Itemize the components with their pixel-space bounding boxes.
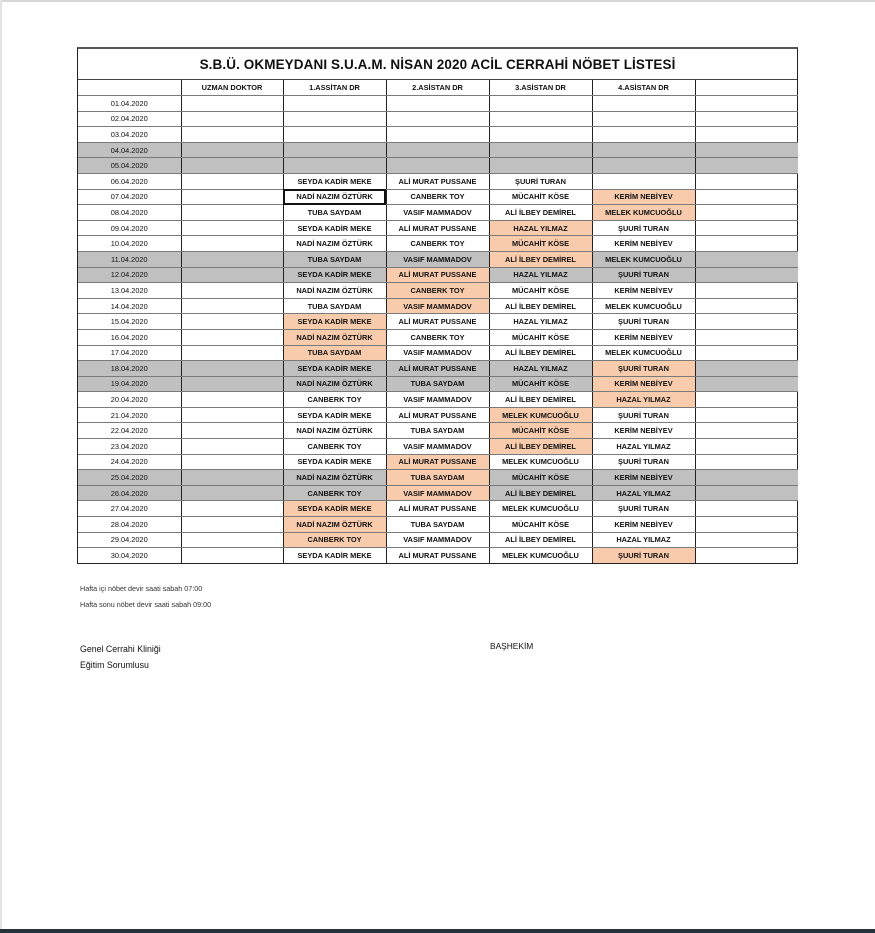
date-cell: 25.04.2020 [78, 470, 181, 486]
asistan-3-cell: MELEK KUMCUOĞLU [489, 454, 592, 470]
asistan-1-cell: SEYDA KADİR MEKE [283, 314, 386, 330]
extra-cell [695, 298, 798, 314]
asistan-1-cell: CANBERK TOY [283, 532, 386, 548]
asistan-2-cell: ALİ MURAT PUSSANE [386, 220, 489, 236]
signature-clinic-line2: Eğitim Sorumlusu [80, 660, 149, 670]
asistan-2-cell: TUBA SAYDAM [386, 470, 489, 486]
extra-cell [695, 548, 798, 563]
page-left-border [0, 0, 2, 933]
asistan-4-cell: ŞUURİ TURAN [592, 361, 695, 377]
asistan-2-cell: CANBERK TOY [386, 283, 489, 299]
uzman-doktor-cell [181, 267, 283, 283]
date-cell: 28.04.2020 [78, 517, 181, 533]
date-cell: 01.04.2020 [78, 96, 181, 112]
page-top-border [0, 0, 875, 2]
extra-cell [695, 111, 798, 127]
asistan-4-cell: MELEK KUMCUOĞLU [592, 251, 695, 267]
uzman-doktor-cell [181, 423, 283, 439]
asistan-3-cell [489, 142, 592, 158]
roster-row [78, 376, 798, 392]
date-cell: 15.04.2020 [78, 314, 181, 330]
signature-clinic-line1: Genel Cerrahi Kliniği [80, 644, 161, 654]
date-cell: 10.04.2020 [78, 236, 181, 252]
asistan-1-cell: SEYDA KADİR MEKE [283, 361, 386, 377]
date-cell: 04.04.2020 [78, 142, 181, 158]
asistan-4-cell: KERİM NEBİYEV [592, 470, 695, 486]
asistan-4-cell: KERİM NEBİYEV [592, 236, 695, 252]
asistan-4-cell: KERİM NEBİYEV [592, 283, 695, 299]
roster-row [78, 220, 798, 236]
asistan-1-cell [283, 111, 386, 127]
asistan-4-cell [592, 127, 695, 143]
asistan-4-cell: HAZAL YILMAZ [592, 392, 695, 408]
asistan-2-cell [386, 96, 489, 112]
uzman-doktor-cell [181, 189, 283, 205]
extra-cell [695, 423, 798, 439]
asistan-3-cell: HAZAL YILMAZ [489, 220, 592, 236]
extra-cell [695, 158, 798, 174]
uzman-doktor-cell [181, 111, 283, 127]
asistan-2-cell: ALİ MURAT PUSSANE [386, 454, 489, 470]
asistan-1-cell: NADİ NAZIM ÖZTÜRK [283, 283, 386, 299]
extra-cell [695, 127, 798, 143]
asistan-4-cell: ŞUURİ TURAN [592, 501, 695, 517]
asistan-2-cell: TUBA SAYDAM [386, 376, 489, 392]
asistan-3-cell: MÜCAHİT KÖSE [489, 423, 592, 439]
uzman-doktor-cell [181, 173, 283, 189]
header-asistan-3: 3.ASİSTAN DR [489, 80, 592, 96]
roster-row [78, 267, 798, 283]
date-cell: 09.04.2020 [78, 220, 181, 236]
extra-cell [695, 392, 798, 408]
roster-row [78, 111, 798, 127]
asistan-4-cell: KERİM NEBİYEV [592, 517, 695, 533]
date-cell: 12.04.2020 [78, 267, 181, 283]
roster-row [78, 392, 798, 408]
extra-cell [695, 485, 798, 501]
uzman-doktor-cell [181, 314, 283, 330]
roster-row [78, 329, 798, 345]
extra-cell [695, 314, 798, 330]
roster-row [78, 142, 798, 158]
asistan-3-cell: ŞUURİ TURAN [489, 173, 592, 189]
date-cell: 08.04.2020 [78, 205, 181, 221]
asistan-1-cell [283, 142, 386, 158]
asistan-2-cell: CANBERK TOY [386, 189, 489, 205]
asistan-3-cell: HAZAL YILMAZ [489, 361, 592, 377]
asistan-1-cell: TUBA SAYDAM [283, 251, 386, 267]
asistan-3-cell: ALİ İLBEY DEMİREL [489, 251, 592, 267]
uzman-doktor-cell [181, 454, 283, 470]
asistan-2-cell: ALİ MURAT PUSSANE [386, 361, 489, 377]
extra-cell [695, 205, 798, 221]
date-cell: 05.04.2020 [78, 158, 181, 174]
roster-row [78, 439, 798, 455]
asistan-3-cell: ALİ İLBEY DEMİREL [489, 392, 592, 408]
asistan-2-cell: CANBERK TOY [386, 236, 489, 252]
roster-row [78, 236, 798, 252]
roster-title: S.B.Ü. OKMEYDANI S.U.A.M. NİSAN 2020 ACİL CERRAHİ NÖBET LİSTESİ [78, 49, 797, 80]
asistan-4-cell: HAZAL YILMAZ [592, 485, 695, 501]
asistan-2-cell [386, 142, 489, 158]
extra-cell [695, 189, 798, 205]
date-cell: 07.04.2020 [78, 189, 181, 205]
asistan-2-cell: VASIF MAMMADOV [386, 345, 489, 361]
header-row [78, 80, 798, 96]
header-asistan-2: 2.ASİSTAN DR [386, 80, 489, 96]
date-cell: 13.04.2020 [78, 283, 181, 299]
weekday-handover-note: Hafta içi nöbet devir saati sabah 07:00 [80, 584, 203, 593]
extra-cell [695, 236, 798, 252]
asistan-3-cell: ALİ İLBEY DEMİREL [489, 439, 592, 455]
asistan-4-cell: MELEK KUMCUOĞLU [592, 345, 695, 361]
date-cell: 27.04.2020 [78, 501, 181, 517]
asistan-1-cell [283, 158, 386, 174]
date-cell: 14.04.2020 [78, 298, 181, 314]
roster-table [78, 80, 798, 563]
uzman-doktor-cell [181, 298, 283, 314]
asistan-2-cell: VASIF MAMMADOV [386, 439, 489, 455]
date-cell: 18.04.2020 [78, 361, 181, 377]
asistan-1-cell: SEYDA KADİR MEKE [283, 407, 386, 423]
extra-cell [695, 267, 798, 283]
asistan-1-cell: NADİ NAZIM ÖZTÜRK [283, 423, 386, 439]
extra-cell [695, 439, 798, 455]
uzman-doktor-cell [181, 439, 283, 455]
asistan-1-cell: TUBA SAYDAM [283, 345, 386, 361]
roster-row [78, 205, 798, 221]
asistan-4-cell: HAZAL YILMAZ [592, 439, 695, 455]
roster-row [78, 548, 798, 563]
uzman-doktor-cell [181, 532, 283, 548]
asistan-1-cell: TUBA SAYDAM [283, 298, 386, 314]
asistan-3-cell [489, 111, 592, 127]
asistan-2-cell [386, 127, 489, 143]
asistan-1-cell: CANBERK TOY [283, 439, 386, 455]
asistan-4-cell: KERİM NEBİYEV [592, 329, 695, 345]
asistan-4-cell: MELEK KUMCUOĞLU [592, 298, 695, 314]
roster-row [78, 189, 798, 205]
asistan-4-cell: KERİM NEBİYEV [592, 423, 695, 439]
uzman-doktor-cell [181, 501, 283, 517]
roster-body [78, 96, 798, 563]
date-cell: 21.04.2020 [78, 407, 181, 423]
asistan-1-cell: NADİ NAZIM ÖZTÜRK [283, 376, 386, 392]
asistan-2-cell: ALİ MURAT PUSSANE [386, 314, 489, 330]
date-cell: 23.04.2020 [78, 439, 181, 455]
uzman-doktor-cell [181, 142, 283, 158]
date-cell: 02.04.2020 [78, 111, 181, 127]
asistan-2-cell [386, 111, 489, 127]
asistan-2-cell: ALİ MURAT PUSSANE [386, 267, 489, 283]
signature-chief-physician: BAŞHEKİM [490, 641, 534, 651]
asistan-3-cell: MELEK KUMCUOĞLU [489, 548, 592, 563]
asistan-3-cell: MÜCAHİT KÖSE [489, 329, 592, 345]
date-cell: 03.04.2020 [78, 127, 181, 143]
roster-row [78, 158, 798, 174]
asistan-3-cell: ALİ İLBEY DEMİREL [489, 532, 592, 548]
asistan-3-cell [489, 127, 592, 143]
extra-cell [695, 173, 798, 189]
roster-row [78, 407, 798, 423]
asistan-4-cell: HAZAL YILMAZ [592, 532, 695, 548]
asistan-1-cell: CANBERK TOY [283, 485, 386, 501]
uzman-doktor-cell [181, 485, 283, 501]
uzman-doktor-cell [181, 517, 283, 533]
asistan-1-cell: NADİ NAZIM ÖZTÜRK [283, 189, 386, 205]
extra-cell [695, 142, 798, 158]
uzman-doktor-cell [181, 548, 283, 563]
uzman-doktor-cell [181, 283, 283, 299]
header-extra [695, 80, 798, 96]
asistan-2-cell: VASIF MAMMADOV [386, 251, 489, 267]
date-cell: 29.04.2020 [78, 532, 181, 548]
roster-row [78, 314, 798, 330]
asistan-3-cell: MÜCAHİT KÖSE [489, 517, 592, 533]
roster-row [78, 298, 798, 314]
asistan-2-cell: CANBERK TOY [386, 329, 489, 345]
header-date [78, 80, 181, 96]
asistan-1-cell [283, 96, 386, 112]
uzman-doktor-cell [181, 220, 283, 236]
extra-cell [695, 251, 798, 267]
asistan-4-cell: KERİM NEBİYEV [592, 376, 695, 392]
date-cell: 17.04.2020 [78, 345, 181, 361]
extra-cell [695, 220, 798, 236]
asistan-4-cell: ŞUURİ TURAN [592, 220, 695, 236]
asistan-3-cell: MELEK KUMCUOĞLU [489, 501, 592, 517]
asistan-3-cell: MELEK KUMCUOĞLU [489, 407, 592, 423]
asistan-3-cell: MÜCAHİT KÖSE [489, 283, 592, 299]
extra-cell [695, 517, 798, 533]
asistan-4-cell: ŞUURİ TURAN [592, 407, 695, 423]
extra-cell [695, 96, 798, 112]
uzman-doktor-cell [181, 158, 283, 174]
asistan-1-cell: SEYDA KADİR MEKE [283, 267, 386, 283]
asistan-3-cell: ALİ İLBEY DEMİREL [489, 298, 592, 314]
roster-row [78, 361, 798, 377]
asistan-2-cell: VASIF MAMMADOV [386, 485, 489, 501]
header-uzman-doktor: UZMAN DOKTOR [181, 80, 283, 96]
asistan-3-cell: MÜCAHİT KÖSE [489, 189, 592, 205]
asistan-1-cell: SEYDA KADİR MEKE [283, 173, 386, 189]
roster-row [78, 96, 798, 112]
roster-row [78, 345, 798, 361]
extra-cell [695, 454, 798, 470]
uzman-doktor-cell [181, 205, 283, 221]
taskbar-strip [0, 929, 875, 933]
asistan-1-cell: NADİ NAZIM ÖZTÜRK [283, 517, 386, 533]
asistan-2-cell: TUBA SAYDAM [386, 517, 489, 533]
extra-cell [695, 532, 798, 548]
asistan-4-cell [592, 96, 695, 112]
asistan-1-cell: TUBA SAYDAM [283, 205, 386, 221]
uzman-doktor-cell [181, 376, 283, 392]
uzman-doktor-cell [181, 470, 283, 486]
duty-roster-sheet [77, 47, 798, 564]
asistan-1-cell: NADİ NAZIM ÖZTÜRK [283, 236, 386, 252]
asistan-3-cell [489, 158, 592, 174]
asistan-4-cell: KERİM NEBİYEV [592, 189, 695, 205]
asistan-4-cell [592, 158, 695, 174]
asistan-2-cell: TUBA SAYDAM [386, 423, 489, 439]
asistan-3-cell: ALİ İLBEY DEMİREL [489, 485, 592, 501]
asistan-3-cell: MÜCAHİT KÖSE [489, 376, 592, 392]
roster-row [78, 127, 798, 143]
extra-cell [695, 376, 798, 392]
asistan-2-cell: VASIF MAMMADOV [386, 298, 489, 314]
asistan-2-cell: ALİ MURAT PUSSANE [386, 173, 489, 189]
asistan-1-cell: SEYDA KADİR MEKE [283, 501, 386, 517]
roster-row [78, 283, 798, 299]
asistan-1-cell: CANBERK TOY [283, 392, 386, 408]
uzman-doktor-cell [181, 236, 283, 252]
date-cell: 30.04.2020 [110, 551, 148, 561]
asistan-3-cell: ALİ İLBEY DEMİREL [489, 205, 592, 221]
asistan-3-cell: HAZAL YILMAZ [489, 267, 592, 283]
uzman-doktor-cell [181, 251, 283, 267]
asistan-3-cell [489, 96, 592, 112]
date-cell: 26.04.2020 [78, 485, 181, 501]
extra-cell [695, 361, 798, 377]
asistan-1-cell: SEYDA KADİR MEKE [283, 548, 386, 563]
asistan-2-cell [386, 158, 489, 174]
asistan-4-cell: MELEK KUMCUOĞLU [592, 205, 695, 221]
asistan-4-cell [592, 173, 695, 189]
asistan-1-cell: SEYDA KADİR MEKE [283, 454, 386, 470]
roster-row [78, 517, 798, 533]
extra-cell [695, 283, 798, 299]
date-cell: 24.04.2020 [78, 454, 181, 470]
asistan-1-cell: NADİ NAZIM ÖZTÜRK [283, 470, 386, 486]
handover-notes [80, 581, 211, 613]
asistan-2-cell: VASIF MAMMADOV [386, 392, 489, 408]
roster-row [78, 423, 798, 439]
weekend-handover-note: Hafta sonu nöbet devir saati sabah 09:00 [80, 600, 212, 609]
asistan-1-cell: SEYDA KADİR MEKE [283, 220, 386, 236]
asistan-3-cell: MÜCAHİT KÖSE [489, 470, 592, 486]
signature-clinic [80, 641, 161, 673]
roster-row [78, 501, 798, 517]
header-asistan-1: 1.ASSİTAN DR [283, 80, 386, 96]
asistan-1-cell: NADİ NAZIM ÖZTÜRK [283, 329, 386, 345]
uzman-doktor-cell [181, 96, 283, 112]
date-cell: 16.04.2020 [78, 329, 181, 345]
uzman-doktor-cell [181, 329, 283, 345]
uzman-doktor-cell [181, 392, 283, 408]
roster-row [78, 532, 798, 548]
header-asistan-4: 4.ASİSTAN DR [592, 80, 695, 96]
asistan-2-cell: ALİ MURAT PUSSANE [386, 501, 489, 517]
asistan-2-cell: VASIF MAMMADOV [386, 532, 489, 548]
asistan-2-cell: ALİ MURAT PUSSANE [386, 548, 489, 563]
asistan-2-cell: ALİ MURAT PUSSANE [386, 407, 489, 423]
uzman-doktor-cell [181, 345, 283, 361]
roster-row [78, 470, 798, 486]
asistan-3-cell: ALİ İLBEY DEMİREL [489, 345, 592, 361]
date-cell: 19.04.2020 [78, 376, 181, 392]
uzman-doktor-cell [181, 361, 283, 377]
uzman-doktor-cell [181, 407, 283, 423]
extra-cell [695, 345, 798, 361]
roster-row [78, 173, 798, 189]
roster-row [78, 251, 798, 267]
extra-cell [695, 501, 798, 517]
extra-cell [695, 407, 798, 423]
asistan-4-cell: ŞUURİ TURAN [592, 314, 695, 330]
asistan-2-cell: VASIF MAMMADOV [386, 205, 489, 221]
asistan-4-cell: ŞUURİ TURAN [592, 548, 695, 563]
extra-cell [695, 470, 798, 486]
date-cell: 22.04.2020 [78, 423, 181, 439]
roster-row [78, 454, 798, 470]
extra-cell [695, 329, 798, 345]
uzman-doktor-cell [181, 127, 283, 143]
asistan-3-cell: MÜCAHİT KÖSE [489, 236, 592, 252]
asistan-3-cell: HAZAL YILMAZ [489, 314, 592, 330]
date-cell: 20.04.2020 [78, 392, 181, 408]
asistan-1-cell [283, 127, 386, 143]
asistan-4-cell [592, 142, 695, 158]
asistan-4-cell: ŞUURİ TURAN [592, 454, 695, 470]
asistan-4-cell [592, 111, 695, 127]
asistan-4-cell: ŞUURİ TURAN [592, 267, 695, 283]
date-cell: 06.04.2020 [78, 173, 181, 189]
roster-row [78, 485, 798, 501]
date-cell: 11.04.2020 [78, 251, 181, 267]
